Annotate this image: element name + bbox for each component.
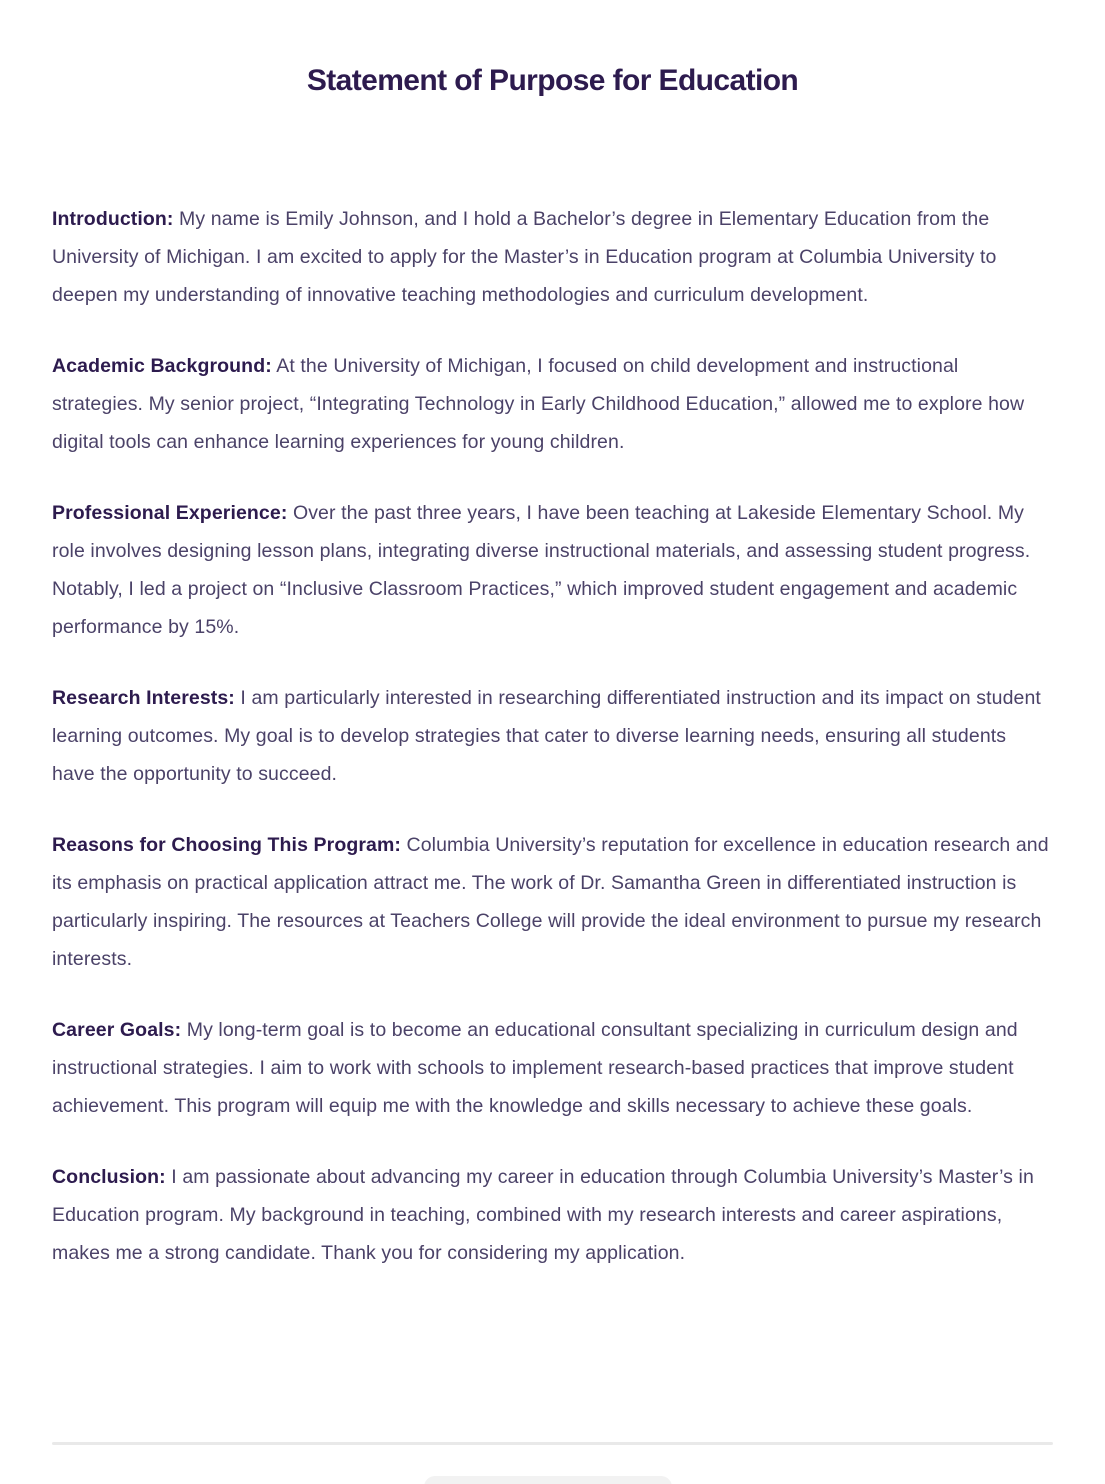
section-body: Over the past three years, I have been teaching at Lakeside Elementary School. My role involves designing lesson plans, integrating diverse instructional materials, and assessing student progress. Notably, I led a project on “Inclusive Classroom Practices,” which improved student engagement and academic performance by 15%. (52, 502, 1031, 638)
section-career-goals (52, 1011, 1053, 1125)
section-heading: Introduction: (52, 208, 174, 230)
section-conclusion (52, 1158, 1053, 1272)
section-heading: Reasons for Choosing This Program: (52, 834, 402, 856)
section-introduction (52, 200, 1053, 314)
section-academic-background (52, 347, 1053, 461)
section-heading: Career Goals: (52, 1019, 182, 1041)
section-research-interests (52, 679, 1053, 793)
section-reasons-for-program (52, 826, 1053, 978)
page-title: Statement of Purpose for Education (306, 64, 799, 97)
section-heading: Academic Background: (52, 355, 272, 377)
section-heading: Research Interests: (52, 687, 235, 709)
section-heading: Conclusion: (52, 1166, 166, 1188)
section-body: My long-term goal is to become an educational consultant specializing in curriculum design and instructional strategies. I aim to work with schools to implement research-based practices that improve student achievement. This program will equip me with the knowledge and skills necessary to achieve these goals. (52, 1019, 1018, 1117)
section-body: At the University of Michigan, I focused on child development and instructional strategies. My senior project, “Integrating Technology in Early Childhood Education,” allowed me to explore how digital tools can enhance learning experiences for young children. (52, 355, 1025, 453)
section-body: My name is Emily Johnson, and I hold a Bachelor’s degree in Elementary Education from the University of Michigan. I am excited to apply for the Master’s in Education program at Columbia University to deepen my understanding of innovative teaching methodologies and curriculum development. (52, 208, 997, 306)
section-body: Columbia University’s reputation for excellence in education research and its emphasis on practical application attract me. The work of Dr. Samantha Green in differentiated instruction is particularly inspiring. The resources at Teachers College will provide the ideal environment to pursue my research interests. (52, 834, 1049, 970)
footer-divider (52, 1442, 1053, 1445)
document-body (52, 200, 1053, 1272)
section-body: I am particularly interested in researching differentiated instruction and its impact on student learning outcomes. My goal is to develop strategies that cater to diverse learning needs, ensuring all students have the opportunity to succeed. (52, 687, 1041, 785)
section-heading: Professional Experience: (52, 502, 288, 524)
section-professional-experience (52, 494, 1053, 646)
bottom-floating-button[interactable] (424, 1476, 672, 1484)
section-body: I am passionate about advancing my career in education through Columbia University’s Master’s in Education program. My background in teaching, combined with my research interests and career aspirations, makes me a strong candidate. Thank you for considering my application. (52, 1166, 1034, 1264)
